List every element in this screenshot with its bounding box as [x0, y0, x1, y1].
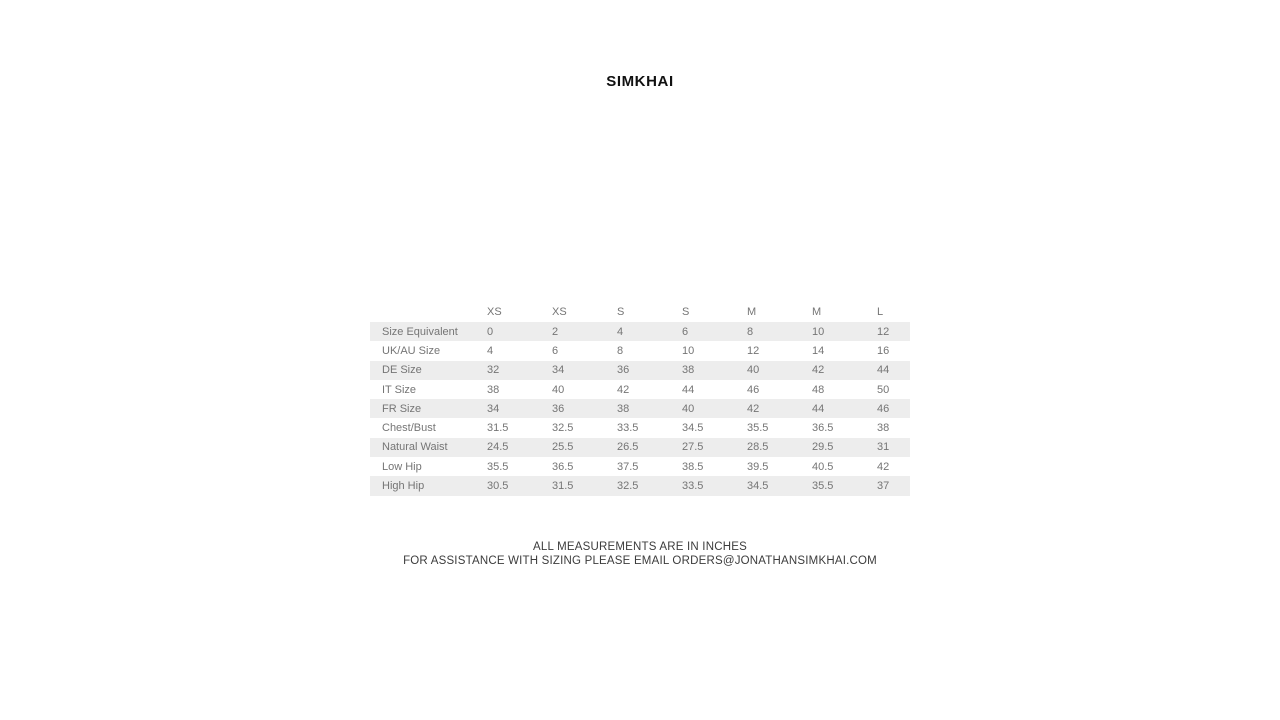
size-chart-corner-cell	[370, 302, 487, 322]
size-value-cell: 34	[487, 402, 500, 415]
size-value-cell: 27.5	[682, 441, 704, 454]
size-column-header: XS	[552, 306, 567, 318]
size-column-header: XS	[487, 306, 502, 318]
size-value-cell: 6	[682, 325, 689, 338]
size-value-cell: 6	[552, 344, 559, 357]
size-column-header: S	[617, 306, 625, 318]
size-value-cell: 29.5	[812, 441, 834, 454]
size-value-cell: 36	[552, 402, 565, 415]
size-value-cell: 37.5	[617, 460, 639, 473]
row-label: DE Size	[382, 364, 422, 377]
size-value-cell: 24.5	[487, 441, 509, 454]
size-value-cell: 14	[812, 344, 825, 357]
size-value-cell: 40	[552, 383, 565, 396]
size-column-header: L	[877, 306, 884, 318]
size-value-cell: 25.5	[552, 441, 574, 454]
size-value-cell: 42	[877, 460, 890, 473]
size-value-cell: 38.5	[682, 460, 704, 473]
size-value-cell: 36.5	[552, 460, 574, 473]
size-value-cell: 32	[487, 364, 500, 377]
size-value-cell: 4	[487, 344, 494, 357]
size-value-cell: 8	[747, 325, 754, 338]
size-value-cell: 35.5	[747, 422, 769, 435]
size-value-cell: 28.5	[747, 441, 769, 454]
size-value-cell: 31.5	[487, 422, 509, 435]
size-value-cell: 30.5	[487, 480, 509, 493]
footer-line-assistance: FOR ASSISTANCE WITH SIZING PLEASE EMAIL ORDERS@JONATHANSIMKHAI.COM	[403, 555, 877, 567]
size-value-cell: 34.5	[747, 480, 769, 493]
size-value-cell: 42	[617, 383, 630, 396]
row-label: Low Hip	[382, 460, 422, 473]
size-value-cell: 34.5	[682, 422, 704, 435]
size-value-cell: 36.5	[812, 422, 834, 435]
table-row	[370, 438, 910, 457]
size-value-cell: 39.5	[747, 460, 769, 473]
size-value-cell: 10	[682, 344, 695, 357]
size-value-cell: 26.5	[617, 441, 639, 454]
size-chart-body	[370, 322, 910, 496]
size-value-cell: 35.5	[487, 460, 509, 473]
size-value-cell: 12	[877, 325, 890, 338]
table-row	[370, 322, 910, 341]
size-value-cell: 44	[812, 402, 825, 415]
size-chart-header-row	[370, 302, 910, 322]
table-row	[370, 399, 910, 418]
size-value-cell: 40	[682, 402, 695, 415]
size-value-cell: 31.5	[552, 480, 574, 493]
size-value-cell: 42	[812, 364, 825, 377]
size-value-cell: 40	[747, 364, 760, 377]
size-value-cell: 8	[617, 344, 624, 357]
row-label: UK/AU Size	[382, 344, 441, 357]
size-value-cell: 2	[552, 325, 559, 338]
table-row	[370, 418, 910, 437]
size-value-cell: 44	[682, 383, 695, 396]
size-value-cell: 33.5	[617, 422, 639, 435]
footer-note	[0, 540, 1280, 568]
table-row	[370, 361, 910, 380]
size-value-cell: 50	[877, 383, 890, 396]
size-chart-table	[370, 302, 910, 496]
size-value-cell: 35.5	[812, 480, 834, 493]
row-label: Natural Waist	[382, 441, 448, 454]
row-label: High Hip	[382, 480, 425, 493]
size-value-cell: 32.5	[617, 480, 639, 493]
size-value-cell: 0	[487, 325, 494, 338]
row-label: Size Equivalent	[382, 325, 458, 338]
row-label: FR Size	[382, 402, 422, 415]
size-value-cell: 31	[877, 441, 890, 454]
row-label: IT Size	[382, 383, 417, 396]
size-value-cell: 46	[747, 383, 760, 396]
brand-title: SIMKHAI	[606, 73, 674, 90]
size-value-cell: 44	[877, 364, 890, 377]
size-value-cell: 38	[682, 364, 695, 377]
size-value-cell: 38	[617, 402, 630, 415]
size-column-header: S	[682, 306, 690, 318]
size-value-cell: 37	[877, 480, 890, 493]
size-column-header: M	[747, 306, 757, 318]
table-row	[370, 380, 910, 399]
size-column-header: M	[812, 306, 822, 318]
row-label: Chest/Bust	[382, 422, 436, 435]
size-value-cell: 38	[487, 383, 500, 396]
size-value-cell: 36	[617, 364, 630, 377]
table-row	[370, 341, 910, 360]
size-value-cell: 40.5	[812, 460, 834, 473]
footer-line-measurements: ALL MEASUREMENTS ARE IN INCHES	[533, 541, 747, 553]
size-value-cell: 48	[812, 383, 825, 396]
size-value-cell: 16	[877, 344, 890, 357]
size-value-cell: 38	[877, 422, 890, 435]
size-value-cell: 46	[877, 402, 890, 415]
table-row	[370, 476, 910, 495]
size-value-cell: 4	[617, 325, 624, 338]
size-value-cell: 32.5	[552, 422, 574, 435]
size-value-cell: 42	[747, 402, 760, 415]
table-row	[370, 457, 910, 476]
size-value-cell: 33.5	[682, 480, 704, 493]
size-chart-header	[370, 302, 910, 322]
size-value-cell: 12	[747, 344, 760, 357]
size-value-cell: 34	[552, 364, 565, 377]
size-value-cell: 10	[812, 325, 825, 338]
